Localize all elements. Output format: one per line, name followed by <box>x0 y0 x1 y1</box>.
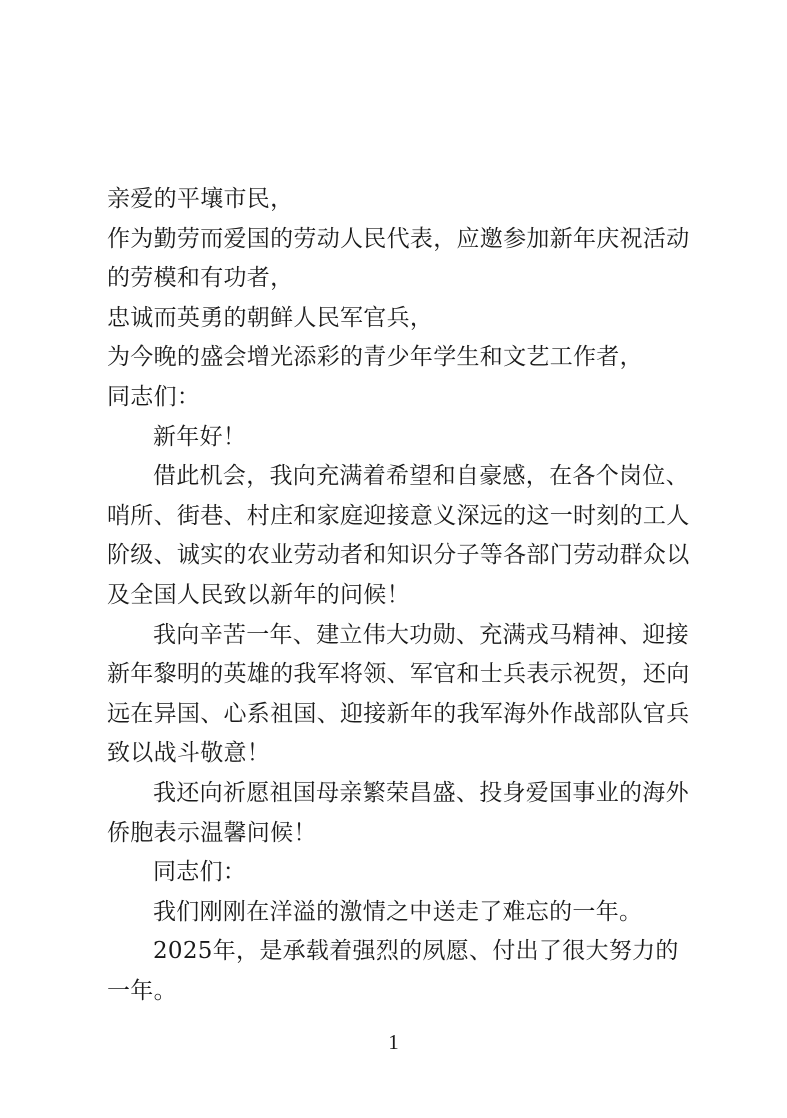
page-number: 1 <box>388 1030 399 1054</box>
paragraph-line: 我还向祈愿祖国母亲繁荣昌盛、投身爱国事业的海外 <box>153 779 689 806</box>
paragraph-line: 侨胞表示温馨问候！ <box>107 819 317 846</box>
salutation-line: 作为勤劳而爱国的劳动人民代表，应邀参加新年庆祝活动 <box>107 225 690 252</box>
paragraph-line: 同志们： <box>153 859 247 886</box>
salutation-line: 同志们： <box>107 383 201 410</box>
paragraph-line: 我们刚刚在洋溢的激情之中送走了难忘的一年。 <box>153 898 643 925</box>
paragraph-line: 借此机会，我向充满着希望和自豪感，在各个岗位、 <box>153 463 689 490</box>
paragraph-line: 新年黎明的英雄的我军将领、军官和士兵表示祝贺，还向 <box>107 661 690 688</box>
salutation-line: 为今晚的盛会增光添彩的青少年学生和文艺工作者， <box>107 344 643 371</box>
paragraph-line: 远在异国、心系祖国、迎接新年的我军海外作战部队官兵 <box>107 700 690 727</box>
paragraph-line: 哨所、街巷、村庄和家庭迎接意义深远的这一时刻的工人 <box>107 502 690 529</box>
salutation-line: 忠诚而英勇的朝鲜人民军官兵， <box>107 304 434 331</box>
paragraph-line: 新年好！ <box>153 423 247 450</box>
body-text <box>107 180 697 1011</box>
salutation-line: 的劳模和有功者， <box>107 265 294 292</box>
paragraph-line: 及全国人民致以新年的问候！ <box>107 581 410 608</box>
paragraph-line: 阶级、诚实的农业劳动者和知识分子等各部门劳动群众以 <box>107 542 690 569</box>
paragraph-line: 我向辛苦一年、建立伟大功勋、充满戎马精神、迎接 <box>153 621 689 648</box>
salutation-line: 亲爱的平壤市民， <box>107 186 294 212</box>
paragraph-line: 一年。 <box>107 977 177 1004</box>
paragraph-line: 2025年，是承载着强烈的夙愿、付出了很大努力的 <box>153 938 679 965</box>
paragraph-line: 致以战斗敬意！ <box>107 740 271 767</box>
